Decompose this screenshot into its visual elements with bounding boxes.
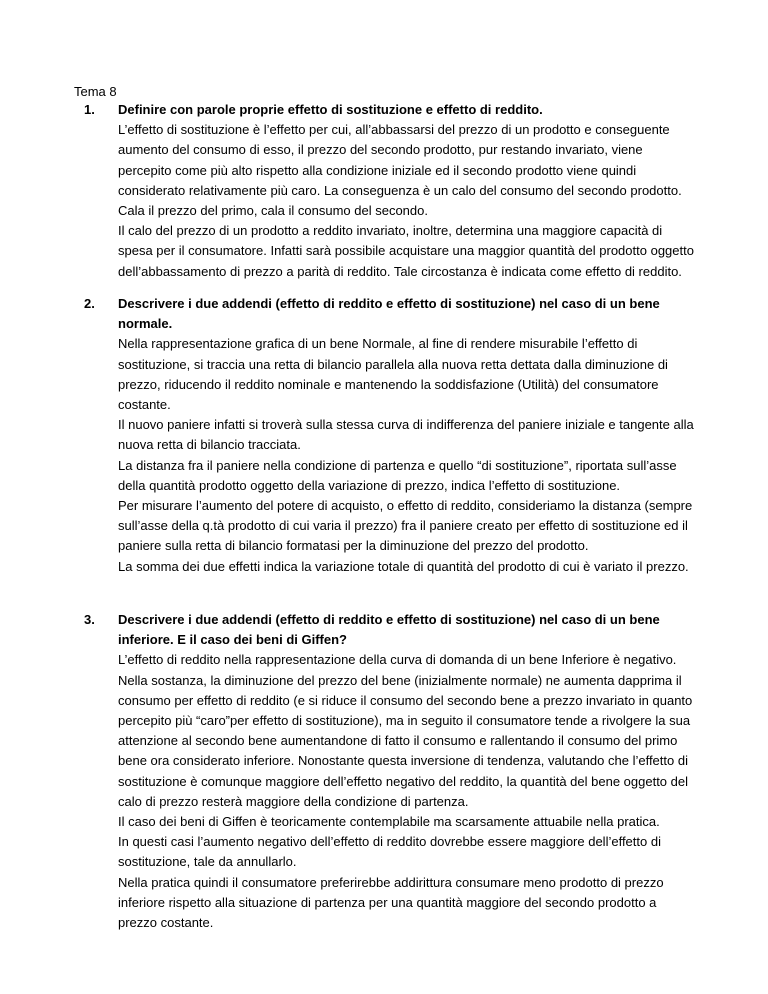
answer-paragraph: La distanza fra il paniere nella condizione di partenza e quello “di sostituzione”, riportata sull’asse della quantità prodotto oggetto della variazione di prezzo, indica l’effetto di sostituzione. bbox=[118, 457, 677, 493]
answer-paragraph: Il nuovo paniere infatti si troverà sulla stessa curva di indifferenza del paniere iniziale e tangente alla nuova retta di bilancio tracciata. bbox=[118, 417, 694, 453]
question-1 bbox=[84, 100, 696, 282]
answer-paragraph: Il caso dei beni di Giffen è teoricamente contemplabile ma scarsamente attuabile nella pratica. bbox=[118, 814, 660, 830]
question-answer bbox=[84, 650, 696, 933]
question-3 bbox=[84, 610, 696, 933]
question-heading: Definire con parole proprie effetto di sostituzione e effetto di reddito. bbox=[118, 102, 543, 117]
answer-paragraph: Per misurare l’aumento del potere di acquisto, o effetto di reddito, consideriamo la distanza (sempre sull’asse della q.tà prodotto di cui varia il prezzo) fra il paniere creato per effetto di sostituzione ed il paniere sulla retta di bilancio formatasi per la diminuzione del prezzo del prodotto. bbox=[118, 498, 693, 554]
document-title: Tema 8 bbox=[74, 84, 117, 99]
question-answer bbox=[84, 120, 696, 282]
answer-paragraph: In questi casi l’aumento negativo dell’effetto di reddito dovrebbe essere maggiore dell’effetto di sostituzione, tale da annullarlo. bbox=[118, 834, 661, 870]
question-number: 2. bbox=[84, 296, 95, 311]
answer-paragraph: Il calo del prezzo di un prodotto a reddito invariato, inoltre, determina una maggiore capacità di spesa per il consumatore. Infatti sarà possibile acquistare una maggior quantità del prodotto oggetto dell’abbassamento di prezzo a parità di reddito. Tale circostanza è indicata come effetto di reddito. bbox=[118, 223, 694, 279]
answer-paragraph: Nella pratica quindi il consumatore preferirebbe addirittura consumare meno prodotto di prezzo inferiore rispetto alla situazione di partenza per una quantità maggiore del secondo prodotto a prezzo costante. bbox=[118, 874, 664, 931]
answer-paragraph: L’effetto di sostituzione è l’effetto per cui, all’abbassarsi del prezzo di un prodotto e conseguente aumento del consumo di esso, il prezzo del secondo prodotto, pur restando invariato, viene percepito come più alto rispetto alla condizione iniziale ed il secondo prodotto viene quindi considerato relativamente più caro. La conseguenza è un calo del consumo del secondo prodotto. Cala il prezzo del primo, cala il consumo del secondo. bbox=[118, 122, 682, 219]
answer-paragraph: L’effetto di reddito nella rappresentazione della curva di domanda di un bene Inferiore è negativo. Nella sostanza, la diminuzione del prezzo del bene (inizialmente normale) ne aumenta dapprima il consumo per effetto di reddito (e si riduce il consumo del secondo bene a prezzo invariato in quanto percepito più “caro”per effetto di sostituzione), ma in seguito il consumatore tende a rivolgere la sua attenzione al secondo bene aumentandone di fatto il consumo e rallentando il consumo del primo bene ora considerato inferiore. Nonostante questa inversione di tendenza, valutando che l’effetto di sostituzione è comunque maggiore dell’effetto negativo del reddito, la quantità del bene oggetto del calo di prezzo resterà maggiore della condizione di partenza. bbox=[118, 652, 693, 809]
answer-paragraph: La somma dei due effetti indica la variazione totale di quantità del prodotto di cui è variato il prezzo. bbox=[118, 558, 689, 574]
answer-paragraph: Nella rappresentazione grafica di un bene Normale, al fine di rendere misurabile l’effetto di sostituzione, si traccia una retta di bilancio parallela alla nuova retta dettata dalla diminuzione di prezzo, riducendo il reddito nominale e mantenendo la soddisfazione (Utilità) del consumatore costante. bbox=[118, 336, 668, 413]
question-number: 1. bbox=[84, 102, 95, 117]
question-2 bbox=[84, 294, 696, 577]
question-answer bbox=[84, 334, 696, 576]
question-heading: Descrivere i due addendi (effetto di reddito e effetto di sostituzione) nel caso di un bene inferiore. E il caso dei beni di Giffen? bbox=[118, 612, 660, 648]
question-heading: Descrivere i due addendi (effetto di reddito e effetto di sostituzione) nel caso di un bene normale. bbox=[118, 296, 660, 332]
question-number: 3. bbox=[84, 612, 95, 627]
